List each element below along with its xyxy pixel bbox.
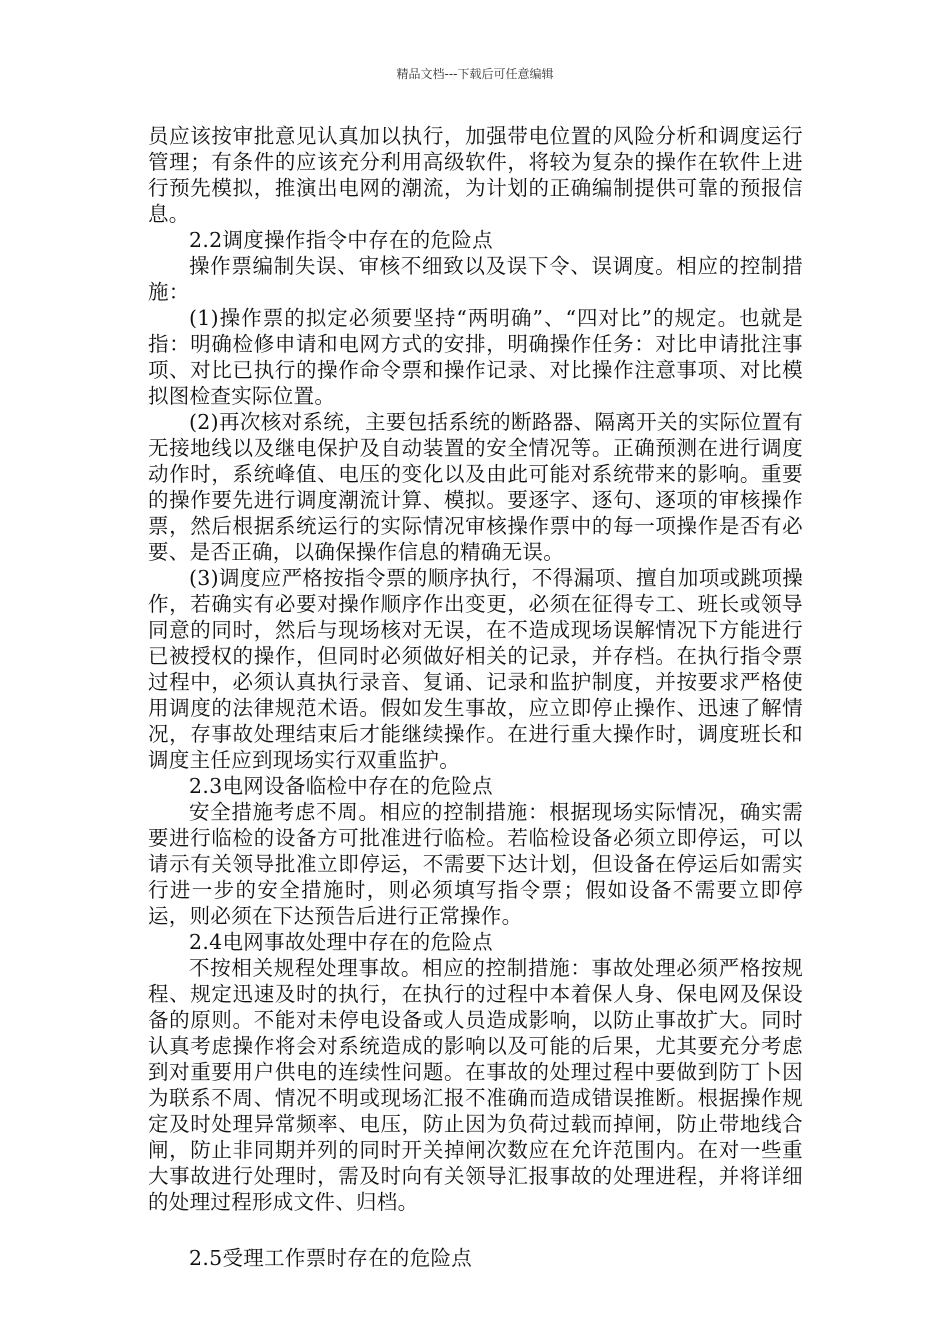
paragraph-spacer: [148, 1215, 803, 1245]
paragraph: 安全措施考虑不周。相应的控制措施：根据现场实际情况，确实需要进行临检的设备方可批准进行临检。若临检设备必须立即停运，可以请示有关领导批准立即停运，不需要下达计划，但设备在停运后如需实行进一步的安全措施时，则必须填写指令票；假如设备不需要立即停运，则必须在下达预告后进行正常操作。: [148, 800, 803, 928]
section-heading-2-3: 2.3电网设备临检中存在的危险点: [189, 774, 493, 798]
paragraph-continuation: 员应该按审批意见认真加以执行，加强带电位置的风险分析和调度运行管理；有条件的应该充分利用高级软件，将较为复杂的操作在软件上进行预先模拟，推演出电网的潮流，为计划的正确编制提供可靠的预报信息。: [148, 124, 803, 226]
section-heading-2-2: 2.2调度操作指令中存在的危险点: [189, 228, 493, 252]
paragraph-item-3: (3)调度应严格按指令票的顺序执行，不得漏项、擅自加项或跳项操作，若确实有必要对操作顺序作出变更，必须在征得专工、班长或领导同意的同时，然后与现场核对无误，在不造成现场误解情况下方能进行已被授权的操作，但同时必须做好相关的记录，并存档。在执行指令票过程中，必须认真执行录音、复诵、记录和监护制度，并按要求严格使用调度的法律规范术语。假如发生事故，应立即停止操作、迅速了解情况，存事故处理结束后才能继续操作。在进行重大操作时，调度班长和调度主任应到现场实行双重监护。: [148, 566, 803, 772]
paragraph-item-1: (1)操作票的拟定必须要坚持“两明确”、“四对比”的规定。也就是指：明确检修申请和电网方式的安排，明确操作任务：对比申请批注事项、对比已执行的操作命令票和操作记录、对比操作注意事项、对比模拟图检查实际位置。: [148, 306, 803, 408]
page-header: 精品文档---下载后可任意编辑: [396, 67, 554, 81]
paragraph: 操作票编制失误、审核不细致以及误下令、误调度。相应的控制措施：: [148, 254, 803, 304]
paragraph-item-2: (2)再次核对系统，主要包括系统的断路器、隔离开关的实际位置有无接地线以及继电保护及自动装置的安全情况等。正确预测在进行调度动作时，系统峰值、电压的变化以及由此可能对系统带来的影响。重要的操作要先进行调度潮流计算、模拟。要逐字、逐句、逐项的审核操作票，然后根据系统运行的实际情况审核操作票中的每一项操作是否有必要、是否正确，以确保操作信息的精确无误。: [148, 410, 803, 564]
section-heading-2-4: 2.4电网事故处理中存在的危险点: [189, 930, 493, 954]
paragraph: 不按相关规程处理事故。相应的控制措施：事故处理必须严格按规程、规定迅速及时的执行，在执行的过程中本着保人身、保电网及保设备的原则。不能对未停电设备或人员造成影响，以防止事故扩大。同时认真考虑操作将会对系统造成的影响以及可能的后果，尤其要充分考虑到对重要用户供电的连续性问题。在事故的处理过程中要做到防丁卜因为联系不周、情况不明或现场汇报不准确而造成错误推断。根据操作规定及时处理异常频率、电压，防止因为负荷过载而掉闸，防止带地线合闸，防止非同期并列的同时开关掉闸次数应在允许范围内。在对一些重大事故进行处理时，需及时向有关领导汇报事故的处理进程，并将详细的处理过程形成文件、归档。: [148, 956, 803, 1214]
section-heading-2-5: 2.5受理工作票时存在的危险点: [189, 1246, 473, 1270]
document-body: [148, 123, 803, 1271]
